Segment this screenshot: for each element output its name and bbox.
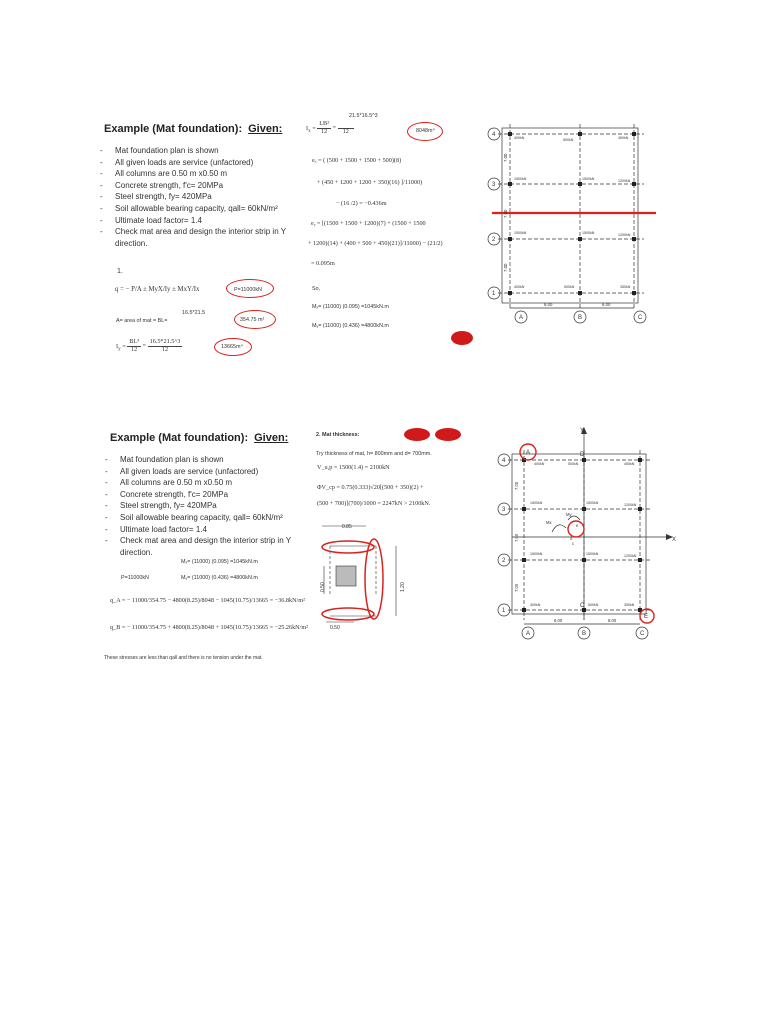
load-label: 1200kN — [624, 503, 637, 507]
load-label: 500kN — [564, 285, 575, 289]
list-item: - All given loads are service (unfactored) — [105, 466, 301, 478]
grid-col-label: A — [519, 315, 524, 321]
point-label-a: A — [526, 450, 531, 456]
slide2-bullets — [105, 454, 301, 558]
list-item: - Mat foundation plan is shown — [105, 454, 301, 466]
slide1-given: Given: — [248, 123, 283, 135]
column — [632, 291, 636, 295]
grid-row-label: 1 — [492, 291, 496, 297]
dimension-label: 8.00 — [608, 618, 617, 623]
dimension-label: 7.00 — [503, 209, 508, 218]
list-item: - Ultimate load factor= 1.4 — [105, 524, 301, 536]
grid-row-label: 3 — [502, 507, 506, 513]
column — [582, 458, 586, 462]
slide1-title: Example (Mat foundation): — [104, 123, 243, 135]
load-label: 1500kN — [514, 231, 527, 235]
grid-row-label: 2 — [502, 558, 506, 564]
slide2-title-block — [110, 432, 288, 444]
step-number: 1. — [117, 268, 123, 275]
column — [582, 507, 586, 511]
load-label: 1500kN — [530, 501, 543, 505]
ey-line3: = 0.095m — [311, 260, 335, 267]
column — [508, 291, 512, 295]
load-label: 350kN — [620, 285, 631, 289]
list-item: - Ultimate load factor= 1.4 — [100, 215, 300, 227]
moment-label-my: My — [566, 512, 572, 517]
list-item: - Soil allowable bearing capacity, qall= 60kN/m² — [105, 512, 301, 524]
ix-top: 21.5*16.5^3 — [349, 113, 378, 119]
load-label: 400kN — [514, 285, 525, 289]
ex-line2: + (450 + 1200 + 1200 + 350)(16) ]/11000) — [317, 179, 423, 186]
column — [638, 558, 642, 562]
dimension-label: 0.85 — [342, 524, 352, 530]
dimension-label: 8.00 — [544, 302, 553, 307]
column — [578, 291, 582, 295]
grid-col-label: C — [640, 631, 645, 637]
area-value: 354.75 m² — [240, 317, 265, 323]
slide1-title-block — [104, 123, 282, 135]
area-calc: 16.5*21.5 — [182, 310, 206, 316]
list-item: - All given loads are service (unfactored) — [100, 157, 300, 169]
column — [508, 237, 512, 241]
point-label: c — [572, 541, 575, 546]
punching-shear-sketch — [318, 516, 418, 636]
highlight-oval — [234, 310, 276, 329]
ey-line2: + 1200)(14) + (400 + 500 + 450)(21)]/11000) − (21/2) — [308, 240, 443, 247]
grid-col-label: C — [638, 315, 643, 321]
dimension-label: 8.00 — [554, 618, 563, 623]
try-thickness: Try thickness of mat, h= 800mm and d= 700mm. — [316, 451, 432, 457]
slide2-title: Example (Mat foundation): — [110, 432, 249, 444]
grid-col-label: B — [582, 631, 587, 637]
ex-line1: eₓ = ( (500 + 1500 + 1500 + 500)(8) — [312, 157, 402, 164]
load-label: 1500kN — [582, 177, 595, 181]
qb-formula: q_B = − 11000/354.75 + 4800(8.25)/8048 + 1045(10.75)/13665 = −25.26kN/m² — [110, 624, 309, 631]
p-total: P=11000kN — [121, 575, 149, 581]
so-label: So, — [312, 286, 321, 292]
column — [522, 608, 526, 612]
list-item: - Soil allowable bearing capacity, qall= 60kN/m² — [100, 203, 300, 215]
q-formula: q = − P/A ± MyX/Iy ± MxY/Ix — [115, 286, 200, 293]
list-item: - Mat foundation plan is shown — [100, 145, 300, 157]
column — [632, 132, 636, 136]
load-label: 500kN — [563, 138, 574, 142]
grid-row-label: 1 — [502, 608, 506, 614]
point-label-d: D — [580, 452, 585, 458]
grid-col-label: B — [578, 315, 583, 321]
dimension-label: 7.00 — [514, 533, 519, 542]
mx-value: Mₓ= (11000) (0.095) =1045kN.m — [312, 304, 389, 310]
ix-formula: $I_x$ = $\frac{\text{LB³}}{12}$ = 12 — [306, 121, 354, 136]
foundation-plan-2 — [492, 424, 688, 650]
phivcp-line1: ΦV_cp = 0.75(0.333)√20[(500 + 350)(2) + — [317, 484, 424, 491]
highlight-oval — [226, 279, 274, 298]
list-item: - All columns are 0.50 m x0.50 m — [100, 168, 300, 180]
red-marker — [435, 428, 461, 441]
load-label: 400kN — [534, 462, 545, 466]
slide1-bullets — [100, 145, 300, 249]
ix-value: 8048m⁴ — [416, 128, 435, 134]
load-label: 450kN — [624, 462, 635, 466]
iy-formula: $I_y$ = $\frac{\text{BL³}}{12}$ = $\frac{16.5*21.5\^{}3}{12}$ — [116, 338, 181, 353]
column — [508, 132, 512, 136]
my-value: Mᵧ= (11000) (0.436) =4800kN.m — [181, 575, 258, 581]
load-label: 500kN — [568, 462, 579, 466]
load-label: 1500kN — [582, 231, 595, 235]
load-label: 1500kN — [514, 177, 527, 181]
dimension-label: 7.00 — [503, 153, 508, 162]
iy-calc: 16.5*21.5^3 — [149, 338, 181, 345]
ey-line1: eᵧ = [(1500 + 1500 + 1200)(7) + (1500 + 1500 — [311, 220, 426, 227]
ex-line3: − (16 /2) = −0.436m — [336, 200, 387, 207]
column — [638, 507, 642, 511]
foundation-plan-1 — [484, 118, 670, 326]
dimension-label: 8.00 — [602, 302, 611, 307]
area-label: A= area of mat = BL= — [116, 318, 168, 324]
red-marker — [451, 331, 473, 345]
highlight-oval — [322, 608, 374, 620]
load-label: 1500kN — [530, 552, 543, 556]
stress-note: These stresses are less than qall and there is no tension under the mat. — [104, 655, 263, 661]
dimension-label: 7.00 — [503, 263, 508, 272]
point-label: e — [576, 523, 579, 528]
slide2-given: Given: — [254, 432, 289, 444]
moment-label-mx: Mx — [546, 520, 552, 525]
grid-row-label: 4 — [492, 132, 496, 138]
axis-label-x: X — [672, 537, 677, 543]
load-label: 350kN — [624, 603, 635, 607]
column — [632, 237, 636, 241]
mx-value: Mₓ= (11000) (0.095) =1045kN.m — [181, 559, 258, 565]
point-label-e: E — [644, 614, 649, 620]
load-label: 500kN — [588, 603, 599, 607]
column — [508, 182, 512, 186]
mat-thickness-heading: 2. Mat thickness: — [316, 432, 360, 438]
column — [582, 558, 586, 562]
load-label: 1200kN — [624, 554, 637, 558]
list-item: - Concrete strength, f'c= 20MPa — [105, 489, 301, 501]
load-label: 450kN — [618, 136, 629, 140]
column — [522, 507, 526, 511]
vu-formula: V_u,p = 1500(1.4) = 2100kN — [317, 464, 390, 471]
grid-row-label: 2 — [492, 237, 496, 243]
point-label: o — [570, 536, 573, 541]
iy-value: 13665m⁴ — [221, 344, 243, 350]
phivcp-line2: (500 + 700)](700)/1000 = 2247kN > 2100kN. — [317, 500, 431, 507]
red-marker — [404, 428, 430, 441]
dimension-label: 0.50 — [330, 625, 340, 631]
grid-row-label: 3 — [492, 182, 496, 188]
qa-formula: q_A = − 11000/354.75 − 4800(8.25)/8048 − 1045(10.75)/13665 = −36.8kN/m² — [110, 597, 305, 604]
column — [578, 237, 582, 241]
highlight-oval — [365, 539, 383, 619]
axis-label-y: Y — [580, 428, 585, 434]
list-item: - Check mat area and design the interior strip in Y direction. — [100, 226, 300, 249]
load-label: 1200kN — [618, 179, 631, 183]
iy-den: 12 — [161, 345, 169, 353]
grid-col-label: A — [526, 631, 531, 637]
list-item: - Steel strength, fy= 420MPa — [105, 500, 301, 512]
load-label: 1500kN — [586, 501, 599, 505]
grid-row-label: 4 — [502, 458, 506, 464]
mat-outline — [502, 128, 638, 303]
list-item: - Steel strength, fy= 420MPa — [100, 191, 300, 203]
moment-arrow — [552, 525, 566, 532]
highlight-oval — [214, 338, 252, 356]
p-total: P=11000kN — [234, 287, 262, 293]
column — [578, 132, 582, 136]
column-hatch — [336, 566, 356, 586]
mat-outline — [512, 454, 646, 614]
my-value: Mᵧ= (11000) (0.436) =4800kN.m — [312, 323, 389, 329]
column — [578, 182, 582, 186]
list-item: - All columns are 0.50 m x0.50 m — [105, 477, 301, 489]
point-label-c: C — [580, 603, 585, 609]
list-item: - Check mat area and design the interior strip in Y direction. — [105, 535, 301, 558]
list-item: - Concrete strength, f'c= 20MPa — [100, 180, 300, 192]
load-label: 1200kN — [618, 233, 631, 237]
dimension-label: 0.50 — [320, 582, 326, 592]
dimension-label: 7.00 — [514, 583, 519, 592]
load-label: 400kN — [514, 136, 525, 140]
dimension-label: 1.20 — [400, 582, 406, 592]
load-label: 400kN — [530, 603, 541, 607]
column — [638, 458, 642, 462]
column — [522, 558, 526, 562]
load-label: 1500kN — [586, 552, 599, 556]
column — [632, 182, 636, 186]
highlight-oval — [407, 122, 443, 141]
dimension-label: 7.00 — [514, 481, 519, 490]
